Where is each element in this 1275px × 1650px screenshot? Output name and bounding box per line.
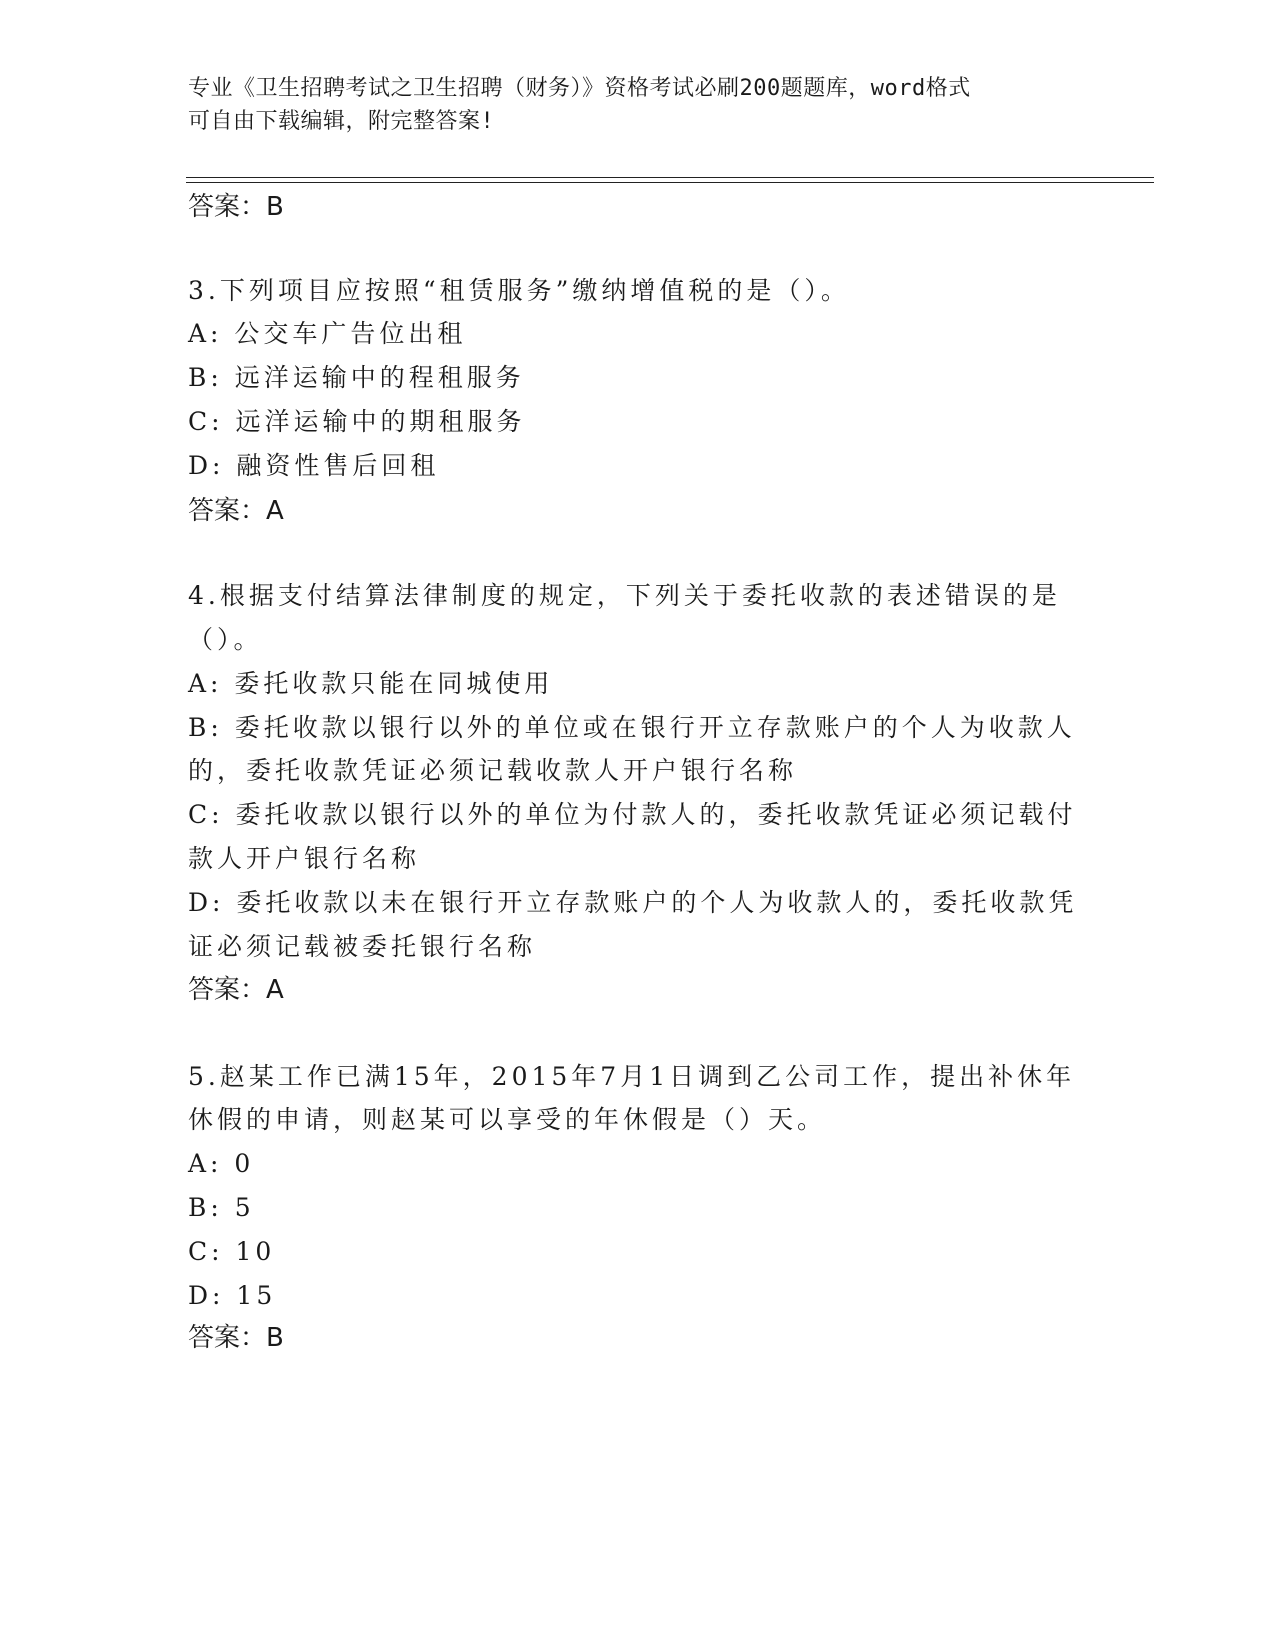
q5-stem-line-2: 休假的申请，则赵某可以享受的年休假是（）天。 bbox=[188, 1105, 827, 1134]
q2-answer bbox=[188, 191, 284, 223]
q5-stem-line-1: 5.赵某工作已满15年，2015年7月1日调到乙公司工作，提出补休年 bbox=[188, 1062, 1076, 1091]
answer-value: A bbox=[266, 496, 284, 526]
answer-label: 答案： bbox=[188, 975, 267, 1005]
answer-value: B bbox=[266, 1323, 284, 1353]
answer-value: B bbox=[266, 192, 284, 222]
q5-option-d: D: 15 bbox=[188, 1281, 277, 1310]
q3-option-d: D: 融资性售后回租 bbox=[188, 451, 440, 480]
answer-label: 答案： bbox=[188, 192, 267, 222]
q4-option-c-line-2: 款人开户银行名称 bbox=[188, 844, 421, 873]
q3-option-a: A: 公交车广告位出租 bbox=[188, 319, 467, 348]
q3-option-b: B: 远洋运输中的程租服务 bbox=[188, 363, 525, 392]
q4-stem-line-2: （）。 bbox=[188, 625, 263, 654]
answer-label: 答案： bbox=[188, 1323, 267, 1353]
q4-answer bbox=[188, 974, 284, 1006]
q4-option-b-line-1: B: 委托收款以银行以外的单位或在银行开立存款账户的个人为收款人 bbox=[188, 713, 1076, 742]
q5-answer bbox=[188, 1322, 284, 1354]
q4-option-d-line-1: D: 委托收款以未在银行开立存款账户的个人为收款人的，委托收款凭 bbox=[188, 888, 1078, 917]
q4-option-b-line-2: 的，委托收款凭证必须记载收款人开户银行名称 bbox=[188, 756, 798, 785]
q3-stem: 3.下列项目应按照“租赁服务”缴纳增值税的是（）。 bbox=[188, 276, 850, 305]
document-header bbox=[188, 72, 1088, 138]
q4-stem-line-1: 4.根据支付结算法律制度的规定，下列关于委托收款的表述错误的是 bbox=[188, 581, 1061, 610]
q4-option-d-line-2: 证必须记载被委托银行名称 bbox=[188, 932, 537, 961]
header-title-line-1: 专业《卫生招聘考试之卫生招聘（财务）》资格考试必刷200题题库，word格式 bbox=[188, 76, 971, 101]
header-divider-bottom bbox=[186, 182, 1154, 183]
q4-option-c-line-1: C: 委托收款以银行以外的单位为付款人的，委托收款凭证必须记载付 bbox=[188, 800, 1077, 829]
q5-option-a: A: 0 bbox=[188, 1149, 255, 1178]
q5-option-c: C: 10 bbox=[188, 1237, 276, 1266]
header-title-line-2: 可自由下载编辑，附完整答案! bbox=[188, 109, 495, 134]
answer-value: A bbox=[266, 975, 284, 1005]
q3-answer bbox=[188, 495, 284, 527]
answer-label: 答案： bbox=[188, 496, 267, 526]
header-divider-top bbox=[186, 177, 1154, 178]
q3-option-c: C: 远洋运输中的期租服务 bbox=[188, 407, 526, 436]
q4-option-a: A: 委托收款只能在同城使用 bbox=[188, 669, 554, 698]
q5-option-b: B: 5 bbox=[188, 1193, 255, 1222]
